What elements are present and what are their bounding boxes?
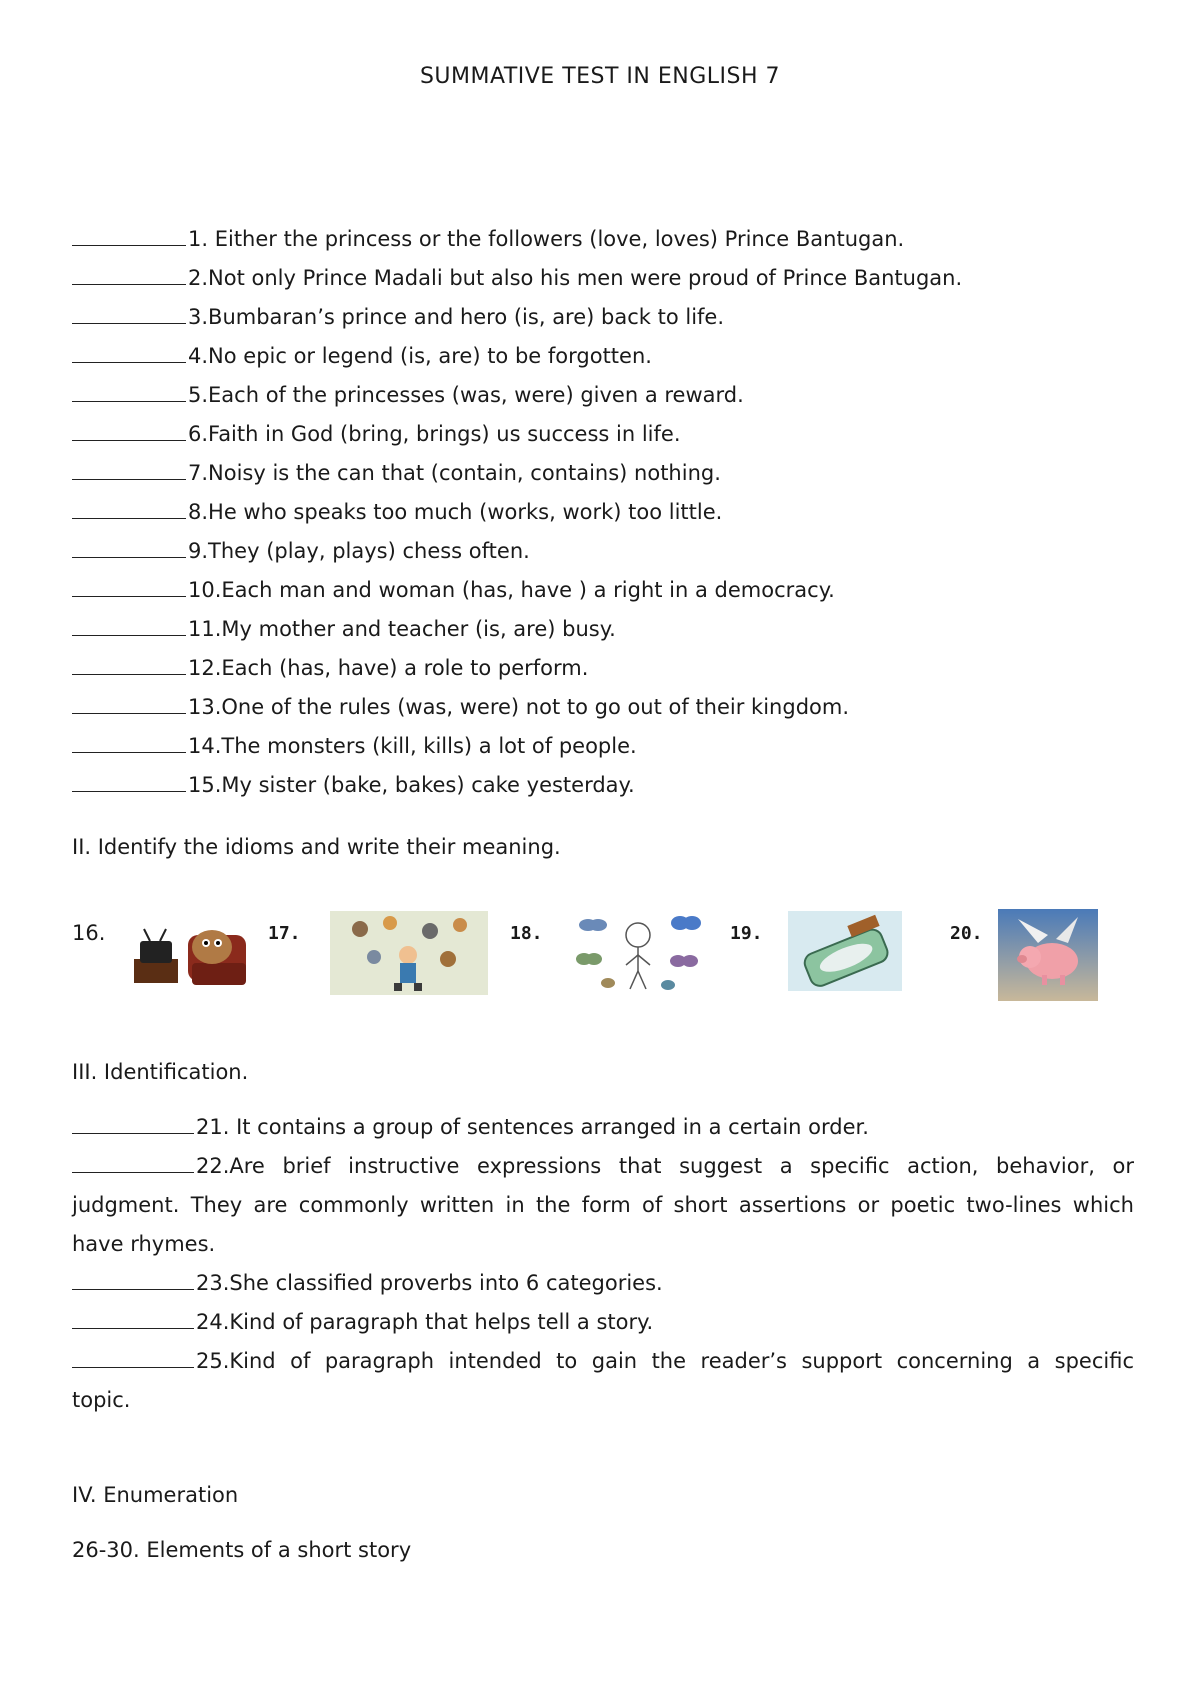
sardine-can-picture bbox=[788, 911, 902, 991]
answer-blank[interactable] bbox=[72, 457, 186, 480]
part1-list bbox=[72, 220, 1132, 805]
answer-blank[interactable] bbox=[72, 340, 186, 363]
part4-item: 26-30. Elements of a short story bbox=[72, 1538, 412, 1562]
list-item: 22.Are brief instructive expressions that suggest a specific action, behavior, or bbox=[72, 1147, 1134, 1186]
list-item-continued: judgment. They are commonly written in the form of short assertions or poetic two-lines which bbox=[72, 1193, 1134, 1217]
answer-blank[interactable] bbox=[72, 574, 186, 597]
answer-blank[interactable] bbox=[72, 1111, 194, 1134]
answer-blank[interactable] bbox=[72, 418, 186, 441]
part3-heading: III. Identification. bbox=[72, 1060, 249, 1084]
answer-blank[interactable] bbox=[72, 301, 186, 324]
butterflies-in-stomach-picture bbox=[568, 909, 708, 995]
list-item: 7.Noisy is the can that (contain, contains) nothing. bbox=[72, 454, 1132, 493]
list-item: 14.The monsters (kill, kills) a lot of people. bbox=[72, 727, 1132, 766]
list-item: 5.Each of the princesses (was, were) given a reward. bbox=[72, 376, 1132, 415]
list-item: 10.Each man and woman (has, have ) a right in a democracy. bbox=[72, 571, 1132, 610]
list-item-continued: have rhymes. bbox=[72, 1232, 216, 1256]
flying-pig-picture bbox=[998, 909, 1098, 1001]
list-item: 21. It contains a group of sentences arranged in a certain order. bbox=[72, 1108, 1134, 1147]
list-item: 3.Bumbaran’s prince and hero (is, are) back to life. bbox=[72, 298, 1132, 337]
answer-blank[interactable] bbox=[72, 1150, 194, 1173]
page-title: SUMMATIVE TEST IN ENGLISH 7 bbox=[419, 64, 781, 89]
part3-list bbox=[72, 1108, 1134, 1420]
idiom-number: 18. bbox=[510, 923, 543, 944]
list-item: 24.Kind of paragraph that helps tell a story. bbox=[72, 1303, 1134, 1342]
list-item: 8.He who speaks too much (works, work) too little. bbox=[72, 493, 1132, 532]
part2-heading: II. Identify the idioms and write their meaning. bbox=[72, 835, 561, 859]
list-item: 1. Either the princess or the followers (love, loves) Prince Bantugan. bbox=[72, 220, 1132, 259]
answer-blank[interactable] bbox=[72, 1306, 194, 1329]
couch-potato-picture bbox=[130, 913, 250, 993]
idiom-number: 20. bbox=[950, 923, 983, 944]
answer-blank[interactable] bbox=[72, 652, 186, 675]
answer-blank[interactable] bbox=[72, 535, 186, 558]
answer-blank[interactable] bbox=[72, 691, 186, 714]
answer-blank[interactable] bbox=[72, 262, 186, 285]
list-item-continued: topic. bbox=[72, 1388, 131, 1412]
list-item: 2.Not only Prince Madali but also his men were proud of Prince Bantugan. bbox=[72, 259, 1132, 298]
part4-heading: IV. Enumeration bbox=[72, 1483, 239, 1507]
idiom-number: 19. bbox=[730, 923, 763, 944]
list-item: 23.She classified proverbs into 6 categories. bbox=[72, 1264, 1134, 1303]
list-item: 6.Faith in God (bring, brings) us success in life. bbox=[72, 415, 1132, 454]
list-item: 11.My mother and teacher (is, are) busy. bbox=[72, 610, 1132, 649]
list-item: 9.They (play, plays) chess often. bbox=[72, 532, 1132, 571]
list-item: 25.Kind of paragraph intended to gain the reader’s support concerning a specific bbox=[72, 1342, 1134, 1381]
answer-blank[interactable] bbox=[72, 613, 186, 636]
list-item: 15.My sister (bake, bakes) cake yesterday. bbox=[72, 766, 1132, 805]
list-item: 13.One of the rules (was, were) not to go out of their kingdom. bbox=[72, 688, 1132, 727]
list-item: 4.No epic or legend (is, are) to be forgotten. bbox=[72, 337, 1132, 376]
idiom-number: 16. bbox=[72, 921, 106, 945]
answer-blank[interactable] bbox=[72, 730, 186, 753]
answer-blank[interactable] bbox=[72, 1267, 194, 1290]
list-item: 12.Each (has, have) a role to perform. bbox=[72, 649, 1132, 688]
raining-cats-and-dogs-picture bbox=[330, 911, 488, 995]
idiom-number: 17. bbox=[268, 923, 301, 944]
answer-blank[interactable] bbox=[72, 379, 186, 402]
answer-blank[interactable] bbox=[72, 769, 186, 792]
answer-blank[interactable] bbox=[72, 223, 186, 246]
answer-blank[interactable] bbox=[72, 1345, 194, 1368]
idiom-pictures-row bbox=[72, 905, 1132, 1015]
answer-blank[interactable] bbox=[72, 496, 186, 519]
